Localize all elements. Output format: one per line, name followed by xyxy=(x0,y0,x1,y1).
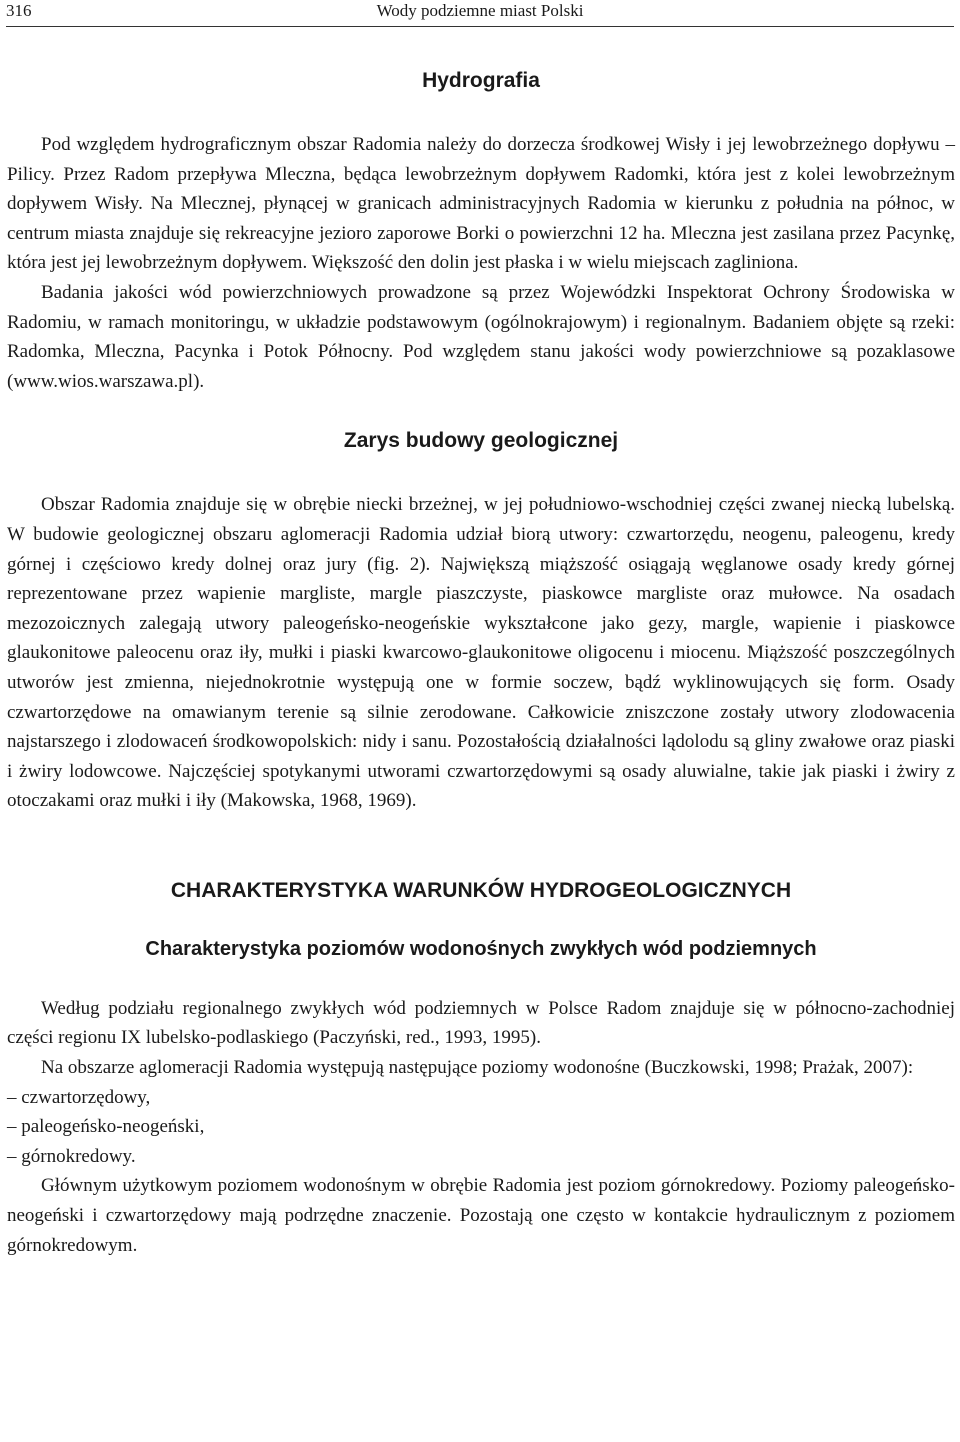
page-number: 316 xyxy=(6,1,32,20)
paragraph-geologia-1: Obszar Radomia znajduje się w obrębie niecki brzeżnej, w jej południowo-wschodniej części zwanej niecką lubelską. W budowie geologicznej obszaru aglomeracji Radomia udział biorą utwory: czwartorzędu, neogenu, paleogenu, kredy górnej i częściowo kredy dolnej oraz jury (fig. 2). Największą miąższość osiągają węglanowe osady kredy górnej reprezentowane przez wapienie margliste, margle piaszczyste, piaskowce margliste oraz mułowce. Na osadach mezozoicznych zalegają utwory paleogeńsko-neogeńskie wykształcone jako gezy, margle, wapienie i piaskowce glaukonitowe paleocenu oraz iły, mułki i piaski kwarcowo-glaukonitowe oligocenu i miocenu. Miąższość poszczególnych utworów jest zmienna, niejednokrotnie występują one w formie soczew, bądź wyklinowujących się form. Osady czwartorzędowe na omawianym terenie są silnie zerodowane. Całkowicie zniszczone zostały utwory zlodowacenia najstarszego i zlodowaceń środkowopolskich: nidy i sanu. Pozostałością działalności lądolodu są gliny zwałowe oraz piaski i żwiry lodowcowe. Najczęściej spotykanymi utworami czwartorzędowymi są osady aluwialne, takie jak piaski i żwiry z otoczakami oraz mułki i iły (Makowska, 1968, 1969). xyxy=(7,494,955,812)
paragraph-hydrografia-2: Badania jakości wód powierzchniowych prowadzone są przez Wojewódzki Inspektorat Ochrony Środowiska w Radomiu, w ramach monitoringu, w układzie podstawowym (ogólnokrajowym) i regionalnym. Badaniem objęte są rzeki: Radomka, Mleczna, Pacynka i Potok Północny. Pod względem stanu jakości wody powierzchniowe są pozaklasowe (www.wios.warszawa.pl). xyxy=(7,281,955,392)
page-content xyxy=(7,66,955,1260)
chapter-heading: CHARAKTERYSTYKA WARUNKÓW HYDROGEOLOGICZNYCH xyxy=(170,878,792,902)
running-head xyxy=(6,0,954,27)
subsection-heading: Charakterystyka poziomów wodonośnych zwykłych wód podziemnych xyxy=(145,937,817,960)
paragraph-hydrogeologia-1: Według podziału regionalnego zwykłych wód podziemnych w Polsce Radom znajduje się w północno-zachodniej części regionu IX lubelsko-podlaskiego (Paczyński, red., 1993, 1995). xyxy=(7,997,955,1049)
aquifer-list xyxy=(7,1083,955,1172)
list-item: – paleogeńsko-neogeński, xyxy=(7,1112,955,1142)
paragraph-hydrogeologia-2: Na obszarze aglomeracji Radomia występują następujące poziomy wodonośne (Buczkowski, 1998; Prażak, 2007): xyxy=(41,1057,914,1079)
running-title: Wody podziemne miast Polski xyxy=(376,1,584,20)
section-heading-geologia: Zarys budowy geologicznej xyxy=(343,429,619,453)
paragraph-hydrogeologia-3: Głównym użytkowym poziomem wodonośnym w obrębie Radomia jest poziom górnokredowy. Poziomy paleogeńsko-neogeński i czwartorzędowy mają podrzędne znaczenie. Pozostają one często w kontakcie hydraulicznym z poziomem górnokredowym. xyxy=(7,1175,955,1256)
paragraph-hydrografia-1: Pod względem hydrograficznym obszar Radomia należy do dorzecza środkowej Wisły i jej lewobrzeżnego dopływu – Pilicy. Przez Radom przepływa Mleczna, będąca lewobrzeżnym dopływem Radomki, która jest z kolei lewobrzeżnym dopływem Wisły. Na Mlecznej, płynącej w granicach administracyjnych Radomia w kierunku z południa na północ, w centrum miasta znajduje się rekreacyjne jezioro zaporowe Borki o powierzchni 12 ha. Mleczna jest zasilana przez Pacynkę, która jest jej lewobrzeżnym dopływem. Większość den dolin jest płaska i w wielu miejscach zagliniona. xyxy=(7,134,955,274)
list-item: – górnokredowy. xyxy=(7,1142,955,1172)
list-item: – czwartorzędowy, xyxy=(7,1083,955,1113)
section-heading-hydrografia: Hydrografia xyxy=(422,69,540,92)
